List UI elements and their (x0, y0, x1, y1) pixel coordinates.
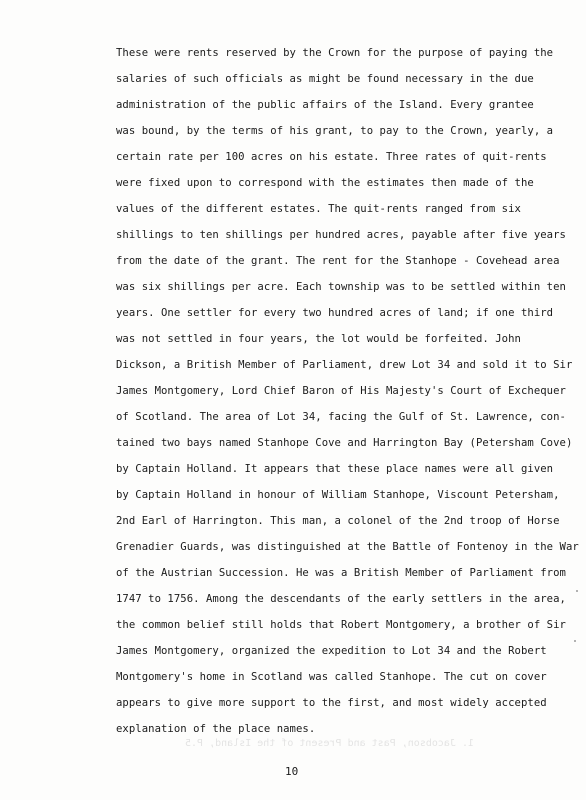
text-line-25: Montgomery's home in Scotland was called Stanhope. The cut on cover (116, 671, 547, 683)
text-line-1: These were rents reserved by the Crown for the purpose of paying the (116, 47, 554, 59)
text-line-19: 2nd Earl of Harrington. This man, a colonel of the 2nd troop of Horse (116, 515, 560, 527)
text-line-10: was six shillings per acre. Each township was to be settled within ten (116, 281, 566, 293)
text-line-26: appears to give more support to the first, and most widely accepted (116, 697, 547, 709)
text-line-5: certain rate per 100 acres on his estate. Three rates of quit-rents (116, 151, 547, 163)
text-line-12: was not settled in four years, the lot would be forfeited. John (116, 333, 521, 345)
text-line-21: of the Austrian Succession. He was a British Member of Parliament from (116, 567, 566, 579)
page-number: 10 (285, 765, 299, 778)
scan-speck (576, 590, 578, 592)
text-line-24: James Montgomery, organized the expedition to Lot 34 and the Robert (116, 645, 547, 657)
text-line-8: shillings to ten shillings per hundred acres, payable after five years (116, 229, 566, 241)
text-line-4: was bound, by the terms of his grant, to pay to the Crown, yearly, a (116, 125, 554, 137)
text-line-2: salaries of such officials as might be found necessary in the due (116, 73, 534, 85)
text-line-16: tained two bays named Stanhope Cove and Harrington Bay (Petersham Cove) (116, 437, 573, 449)
text-line-23: the common belief still holds that Robert Montgomery, a brother of Sir (116, 619, 566, 631)
text-line-22: 1747 to 1756. Among the descendants of the early settlers in the area, (116, 593, 566, 605)
text-line-9: from the date of the grant. The rent for the Stanhope - Covehead area (116, 255, 560, 267)
scan-speck (574, 640, 576, 642)
text-line-3: administration of the public affairs of the Island. Every grantee (116, 99, 534, 111)
text-line-20: Grenadier Guards, was distinguished at the Battle of Fontenoy in the War (116, 541, 579, 553)
text-line-14: James Montgomery, Lord Chief Baron of His Majesty's Court of Exchequer (116, 385, 566, 397)
text-line-6: were fixed upon to correspond with the estimates then made of the (116, 177, 534, 189)
text-line-27: explanation of the place names. (116, 723, 316, 735)
bleed-through-footnote: 1. Jacobson, Past and Present of the Island, P.5 (185, 738, 474, 749)
text-line-17: by Captain Holland. It appears that these place names were all given (116, 463, 554, 475)
text-line-13: Dickson, a British Member of Parliament, drew Lot 34 and sold it to Sir (116, 359, 573, 371)
text-line-18: by Captain Holland in honour of William Stanhope, Viscount Petersham, (116, 489, 560, 501)
text-line-11: years. One settler for every two hundred acres of land; if one third (116, 307, 554, 319)
text-line-15: of Scotland. The area of Lot 34, facing the Gulf of St. Lawrence, con- (116, 411, 566, 423)
text-line-7: values of the different estates. The quit-rents ranged from six (116, 203, 521, 215)
